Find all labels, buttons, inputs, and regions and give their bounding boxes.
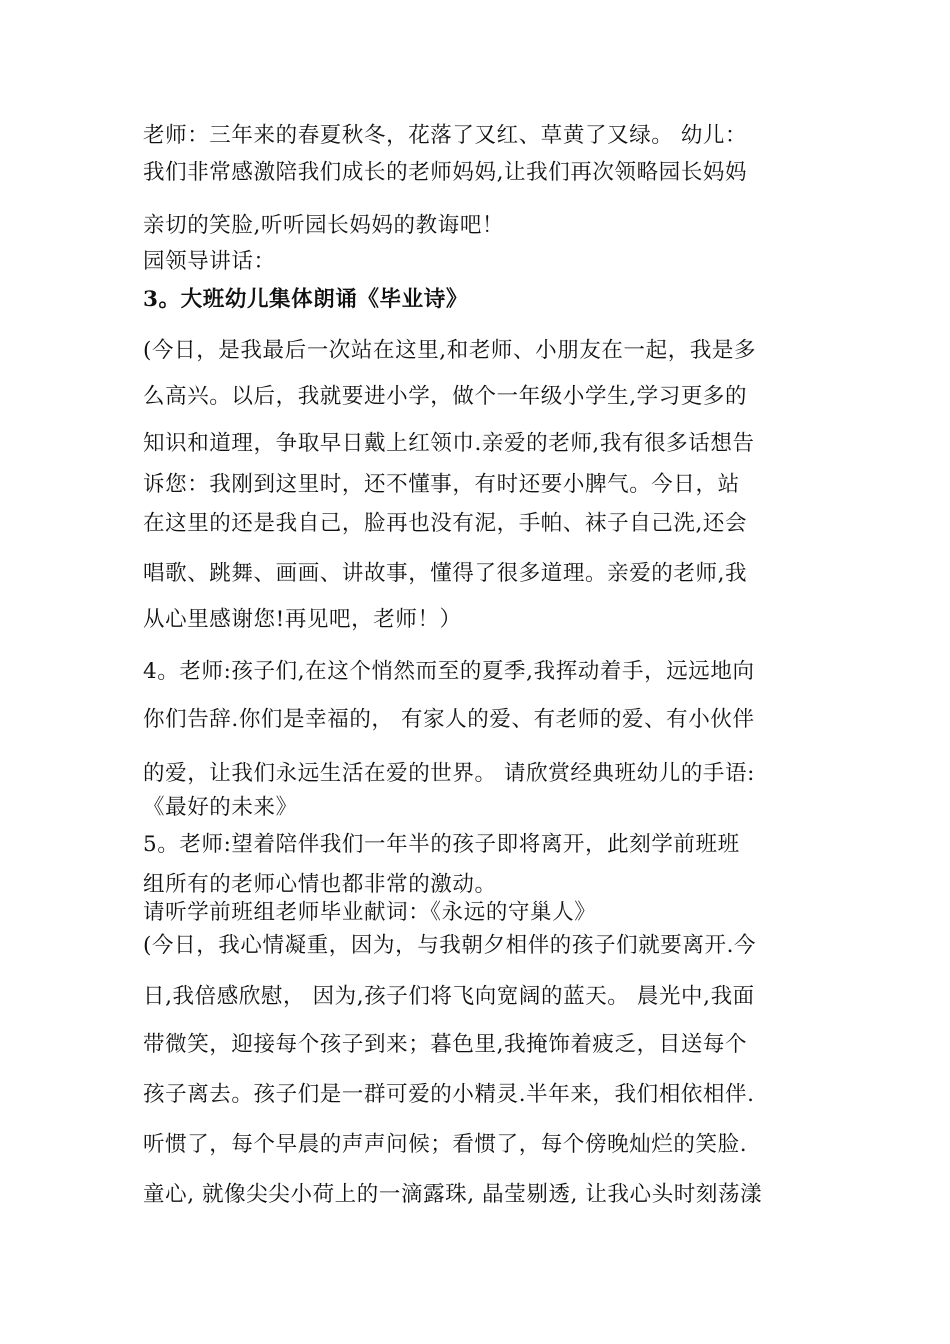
text-line: 唱歌、跳舞、画画、讲故事，懂得了很多道理。亲爱的老师,我 — [143, 561, 748, 586]
text-line: 么高兴。以后，我就要进小学，做个一年级小学生,学习更多的 — [143, 384, 748, 409]
text-line: 诉您：我刚到这里时，还不懂事，有时还要小脾气。今日，站 — [143, 472, 740, 497]
text-line: 老师：三年来的春夏秋冬，花落了又红、草黄了又绿。 幼儿： — [143, 123, 748, 148]
section-heading: 3。大班幼儿集体朗诵《毕业诗》 — [143, 287, 468, 312]
text-line: 的爱，让我们永远生活在爱的世界。 请欣赏经典班幼儿的手语: — [143, 761, 755, 786]
text-line: 听惯了，每个早晨的声声问候；看惯了，每个傍晚灿烂的笑脸. — [143, 1132, 748, 1157]
text-line: 知识和道理，争取早日戴上红领巾.亲爱的老师,我有很多话想告 — [143, 431, 755, 456]
text-line: 孩子离去。孩子们是一群可爱的小精灵.半年来，我们相依相伴. — [143, 1082, 755, 1107]
text-line: 你们告辞.你们是幸福的， 有家人的爱、有老师的爱、有小伙伴 — [143, 707, 755, 732]
text-line: 亲切的笑脸,听听园长妈妈的教诲吧！ — [143, 213, 505, 238]
text-line: 5。老师:望着陪伴我们一年半的孩子即将离开，此刻学前班班 — [143, 832, 740, 857]
text-line: 《最好的未来》 — [143, 795, 298, 820]
text-line: 从心里感谢您!再见吧，老师！） — [143, 607, 462, 632]
text-line: 带微笑，迎接每个孩子到来；暮色里,我掩饰着疲乏，目送每个 — [143, 1032, 748, 1057]
text-line: 园领导讲话： — [143, 249, 276, 274]
text-line: 日,我倍感欣慰， 因为,孩子们将飞向宽阔的蓝天。 晨光中,我面 — [143, 984, 755, 1009]
text-line: 在这里的还是我自己，脸再也没有泥，手帕、袜子自己洗,还会 — [143, 511, 748, 536]
text-line: 组所有的老师心情也都非常的激动。 — [143, 872, 497, 897]
text-line: 请听学前班组老师毕业献词：《永远的守巢人》 — [143, 900, 597, 925]
text-line: (今日，我心情凝重，因为，与我朝夕相伴的孩子们就要离开.今 — [143, 933, 757, 958]
text-line: (今日，是我最后一次站在这里,和老师、小朋友在一起，我是多 — [143, 338, 757, 363]
text-line: 童心, 就像尖尖小荷上的一滴露珠, 晶莹剔透, 让我心头时刻荡漾 — [143, 1182, 763, 1207]
text-line: 4。老师:孩子们,在这个悄然而至的夏季,我挥动着手，远远地向 — [143, 659, 755, 684]
text-line: 我们非常感激陪我们成长的老师妈妈,让我们再次领略园长妈妈 — [143, 160, 748, 185]
